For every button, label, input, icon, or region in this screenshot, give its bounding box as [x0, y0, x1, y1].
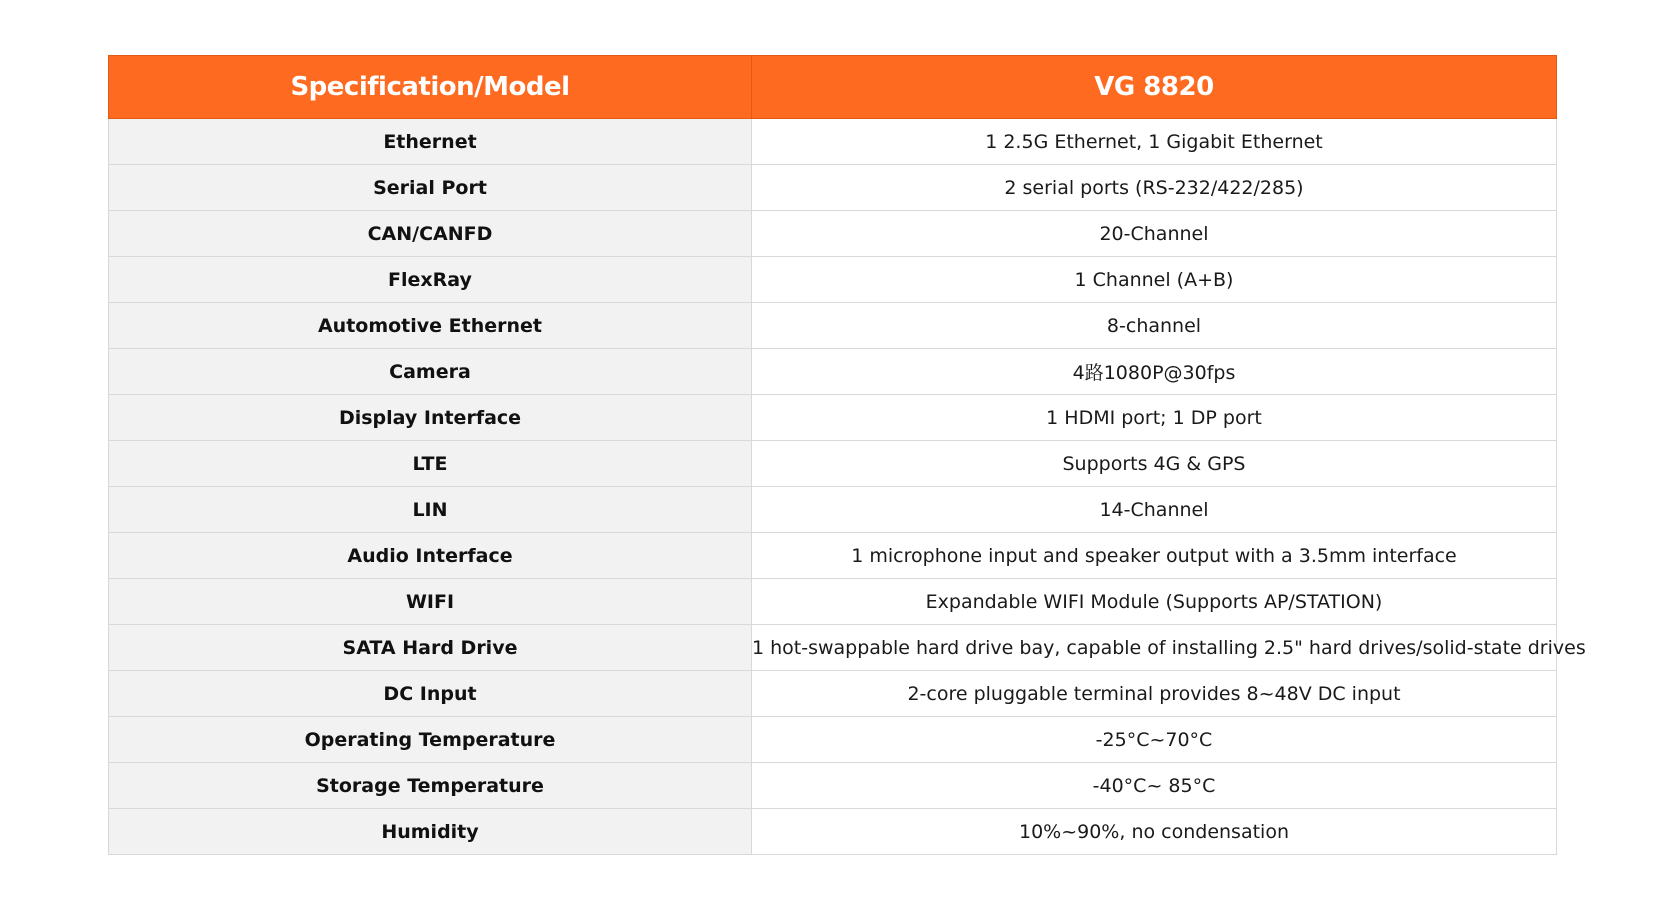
table-row [109, 579, 1557, 625]
row-label: Storage Temperature [109, 763, 752, 809]
table-row [109, 257, 1557, 303]
row-label: CAN/CANFD [109, 211, 752, 257]
header-spec-label: Specification/Model [109, 56, 752, 119]
table-row [109, 119, 1557, 165]
table-row [109, 763, 1557, 809]
table-body [109, 119, 1586, 855]
row-value: -25°C~70°C [752, 717, 1557, 763]
row-label: Automotive Ethernet [109, 303, 752, 349]
row-value: 1 microphone input and speaker output with a 3.5mm interface [752, 533, 1557, 579]
row-value: 8-channel [752, 303, 1557, 349]
table-row [109, 441, 1557, 487]
table-row [109, 349, 1557, 395]
row-label: DC Input [109, 671, 752, 717]
table-row [109, 487, 1557, 533]
row-label: Camera [109, 349, 752, 395]
row-label: LIN [109, 487, 752, 533]
row-label: FlexRay [109, 257, 752, 303]
row-label: Humidity [109, 809, 752, 855]
row-value: 1 Channel (A+B) [752, 257, 1557, 303]
row-value: Supports 4G & GPS [752, 441, 1557, 487]
table-row [109, 671, 1557, 717]
table-row [109, 303, 1557, 349]
header-row [109, 56, 1557, 119]
row-value: 10%~90%, no condensation [752, 809, 1557, 855]
row-value: 14-Channel [752, 487, 1557, 533]
row-label: WIFI [109, 579, 752, 625]
table-header [109, 56, 1557, 119]
table-row [109, 533, 1557, 579]
specification-table [108, 55, 1586, 855]
row-label: Serial Port [109, 165, 752, 211]
row-value: 1 2.5G Ethernet, 1 Gigabit Ethernet [752, 119, 1557, 165]
header-model-label: VG 8820 [752, 56, 1557, 119]
table-row [109, 717, 1557, 763]
table-row [109, 625, 1557, 671]
row-value: 1 hot-swappable hard drive bay, capable of installing 2.5" hard drives/solid-state drives [752, 625, 1557, 671]
row-label: Ethernet [109, 119, 752, 165]
row-label: LTE [109, 441, 752, 487]
table-row [109, 165, 1557, 211]
row-label: SATA Hard Drive [109, 625, 752, 671]
row-label: Audio Interface [109, 533, 752, 579]
row-value: 4路1080P@30fps [752, 349, 1557, 395]
table-row [109, 395, 1557, 441]
row-label: Operating Temperature [109, 717, 752, 763]
row-value: 2 serial ports (RS-232/422/285) [752, 165, 1557, 211]
table-row [109, 809, 1557, 855]
row-label: Display Interface [109, 395, 752, 441]
row-value: 2-core pluggable terminal provides 8~48V DC input [752, 671, 1557, 717]
row-value: 20-Channel [752, 211, 1557, 257]
row-value: -40°C~ 85°C [752, 763, 1557, 809]
row-value: Expandable WIFI Module (Supports AP/STATION) [752, 579, 1557, 625]
row-value: 1 HDMI port; 1 DP port [752, 395, 1557, 441]
table-row [109, 211, 1557, 257]
